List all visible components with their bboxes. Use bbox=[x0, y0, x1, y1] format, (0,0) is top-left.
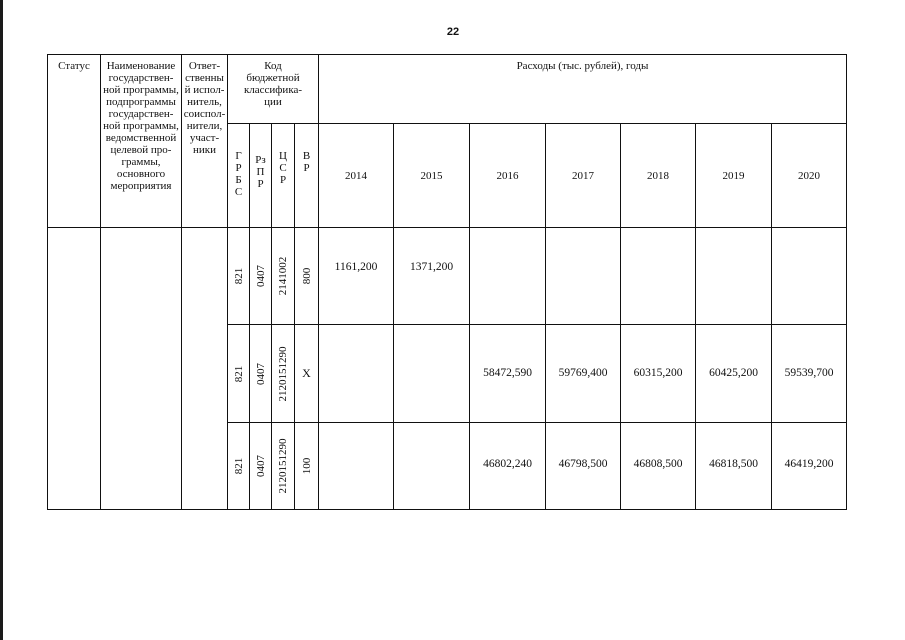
value-cell-2020 bbox=[772, 228, 847, 325]
value-cell-2016 bbox=[470, 228, 546, 325]
value-cell-2019: 46818,500 bbox=[696, 423, 772, 510]
value-cell-2017 bbox=[546, 228, 621, 325]
year-header-2019: 2019 bbox=[696, 124, 772, 228]
value-cell-2019: 60425,200 bbox=[696, 325, 772, 423]
vr-cell: 100 bbox=[295, 423, 319, 510]
value-cell-2016: 46802,240 bbox=[470, 423, 546, 510]
page-number: 22 bbox=[446, 26, 460, 38]
vr-cell: Х bbox=[295, 325, 319, 423]
program-name-header: Наименование государствен- ной программы, подпрограммы государствен- ной программы, ведомственной целевой про- граммы, основного мероприятия bbox=[101, 55, 182, 228]
value-cell-2017: 59769,400 bbox=[546, 325, 621, 423]
vr-header: В Р bbox=[295, 124, 319, 228]
value-cell-2019 bbox=[696, 228, 772, 325]
table-row bbox=[48, 228, 847, 325]
responsible-header: Ответ- ственны й испол- нитель, соиспол- нители, участ- ники bbox=[182, 55, 228, 228]
value-cell-2018: 46808,500 bbox=[621, 423, 696, 510]
expenses-header: Расходы (тыс. рублей), годы bbox=[319, 55, 847, 124]
csr-cell: 2141002 bbox=[272, 228, 295, 325]
value-cell-2018: 60315,200 bbox=[621, 325, 696, 423]
rzpr-cell: 0407 bbox=[250, 228, 272, 325]
rzpr-cell: 0407 bbox=[250, 325, 272, 423]
grbs-cell: 821 bbox=[228, 228, 250, 325]
value-cell-2020: 46419,200 bbox=[772, 423, 847, 510]
header-row-1 bbox=[48, 55, 847, 124]
status-cell bbox=[48, 228, 101, 510]
value-cell-2017: 46798,500 bbox=[546, 423, 621, 510]
rzpr-cell: 0407 bbox=[250, 423, 272, 510]
year-header-2015: 2015 bbox=[394, 124, 470, 228]
csr-cell: 2120151290 bbox=[272, 325, 295, 423]
program-name-cell bbox=[101, 228, 182, 510]
value-cell-2015 bbox=[394, 423, 470, 510]
vr-cell: 800 bbox=[295, 228, 319, 325]
responsible-cell bbox=[182, 228, 228, 510]
status-header: Статус bbox=[48, 55, 101, 228]
year-header-2018: 2018 bbox=[621, 124, 696, 228]
value-cell-2014 bbox=[319, 423, 394, 510]
value-cell-2015: 1371,200 bbox=[394, 228, 470, 325]
grbs-cell: 821 bbox=[228, 423, 250, 510]
value-cell-2020: 59539,700 bbox=[772, 325, 847, 423]
year-header-2014: 2014 bbox=[319, 124, 394, 228]
budget-code-header: Код бюджетной классифика- ции bbox=[228, 55, 319, 124]
grbs-cell: 821 bbox=[228, 325, 250, 423]
grbs-header: Г Р Б С bbox=[228, 124, 250, 228]
value-cell-2016: 58472,590 bbox=[470, 325, 546, 423]
value-cell-2015 bbox=[394, 325, 470, 423]
page-left-edge bbox=[0, 0, 3, 640]
value-cell-2014 bbox=[319, 325, 394, 423]
year-header-2016: 2016 bbox=[470, 124, 546, 228]
year-header-2020: 2020 bbox=[772, 124, 847, 228]
year-header-2017: 2017 bbox=[546, 124, 621, 228]
csr-cell: 2120151290 bbox=[272, 423, 295, 510]
rzpr-header: Рз П Р bbox=[250, 124, 272, 228]
csr-header: Ц С Р bbox=[272, 124, 295, 228]
budget-table bbox=[47, 54, 847, 510]
value-cell-2014: 1161,200 bbox=[319, 228, 394, 325]
value-cell-2018 bbox=[621, 228, 696, 325]
